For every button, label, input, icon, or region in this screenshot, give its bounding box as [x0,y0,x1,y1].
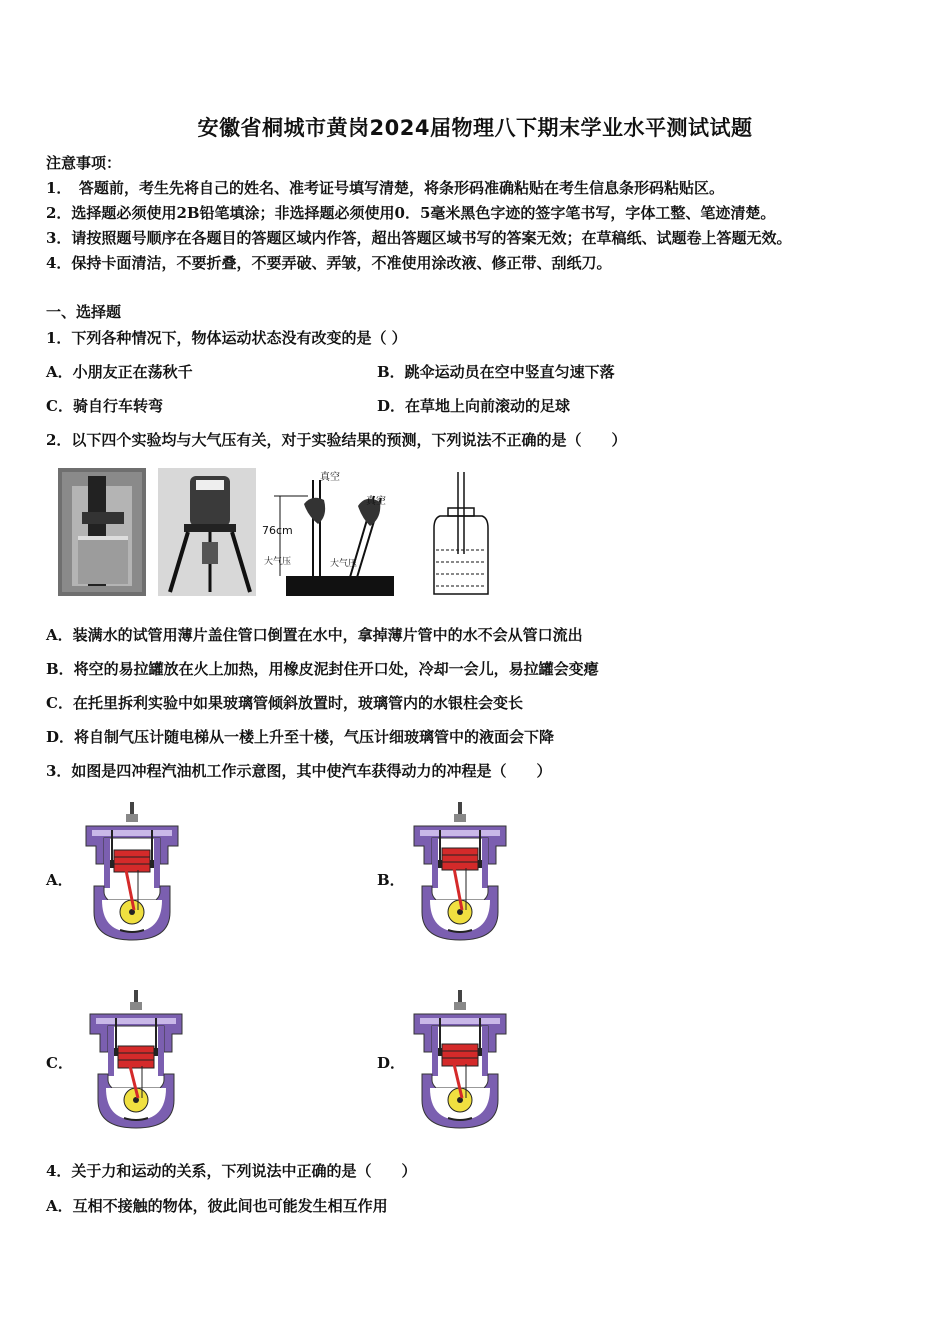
page-title: 安徽省桐城市黄岗2024届物理八下期末学业水平测试试题 [197,116,753,140]
q4-option-a: A．互相不接触的物体，彼此间也可能发生相互作用 [46,1197,388,1215]
test-tube-photo [58,468,146,596]
label-atm-1: 大气压 [264,557,292,567]
label-atm-2: 大气压 [330,559,358,569]
q2-option-b: B．将空的易拉罐放在火上加热，用橡皮泥封住开口处，冷却一会儿，易拉罐会变瘪 [46,660,599,678]
label-vacuum-1: 真空 [320,472,340,483]
notice-item: 1． 答题前，考生先将自己的姓名、准考证号填写清楚，将条形码准确粘贴在考生信息条形码粘贴区。 [46,179,724,197]
barometer-bottle-diagram [434,472,488,594]
q2-option-a: A．装满水的试管用薄片盖住管口倒置在水中，拿掉薄片管中的水不会从管口流出 [46,626,583,644]
q1-option-a: A．小朋友正在荡秋千 [46,363,193,381]
q1-option-c: C．骑自行车转弯 [46,397,163,415]
engine-diagram-a [82,800,182,945]
label-76cm: 76cm [262,524,293,537]
q3-option-a-label: A． [46,871,73,889]
notice-item: 3．请按照题号顺序在各题目的答题区域内作答，超出答题区域书写的答案无效；在草稿纸、试题卷上答题无效。 [46,229,792,247]
engine-diagram-d [410,988,510,1133]
engine-diagram-c [86,988,186,1133]
q1-stem: 1．下列各种情况下，物体运动状态没有改变的是（ ） [46,329,407,347]
q2-option-c: C．在托里拆利实验中如果玻璃管倾斜放置时，玻璃管内的水银柱会变长 [46,694,523,712]
q1-option-d: D．在草地上向前滚动的足球 [377,397,571,415]
notice-item: 2．选择题必须使用2B铅笔填涂；非选择题必须使用0．5毫米黑色字迹的签字笔书写，字体工整、笔迹清楚。 [46,204,776,222]
q2-stem: 2．以下四个实验均与大气压有关，对于实验结果的预测，下列说法不正确的是（ ） [46,431,627,449]
notice-heading: 注意事项： [46,154,122,172]
can-heating-photo [158,468,256,596]
q1-option-b: B．跳伞运动员在空中竖直匀速下落 [377,363,615,381]
section-heading: 一、选择题 [46,303,122,321]
q2-option-d: D．将自制气压计随电梯从一楼上升至十楼，气压计细玻璃管中的液面会下降 [46,728,555,746]
q4-stem: 4．关于力和运动的关系，下列说法中正确的是（ ） [46,1162,417,1180]
q2-figures [58,466,498,602]
torricelli-diagram [260,468,400,598]
label-vacuum-2: 真空 [366,496,386,507]
q3-stem: 3．如图是四冲程汽油机工作示意图，其中使汽车获得动力的冲程是（ ） [46,762,552,780]
q3-option-b-label: B． [377,871,405,889]
q3-option-d-label: D． [377,1054,406,1072]
q3-option-c-label: C． [46,1054,73,1072]
engine-diagram-b [410,800,510,945]
notice-item: 4．保持卡面清洁，不要折叠，不要弄破、弄皱，不准使用涂改液、修正带、刮纸刀。 [46,254,612,272]
